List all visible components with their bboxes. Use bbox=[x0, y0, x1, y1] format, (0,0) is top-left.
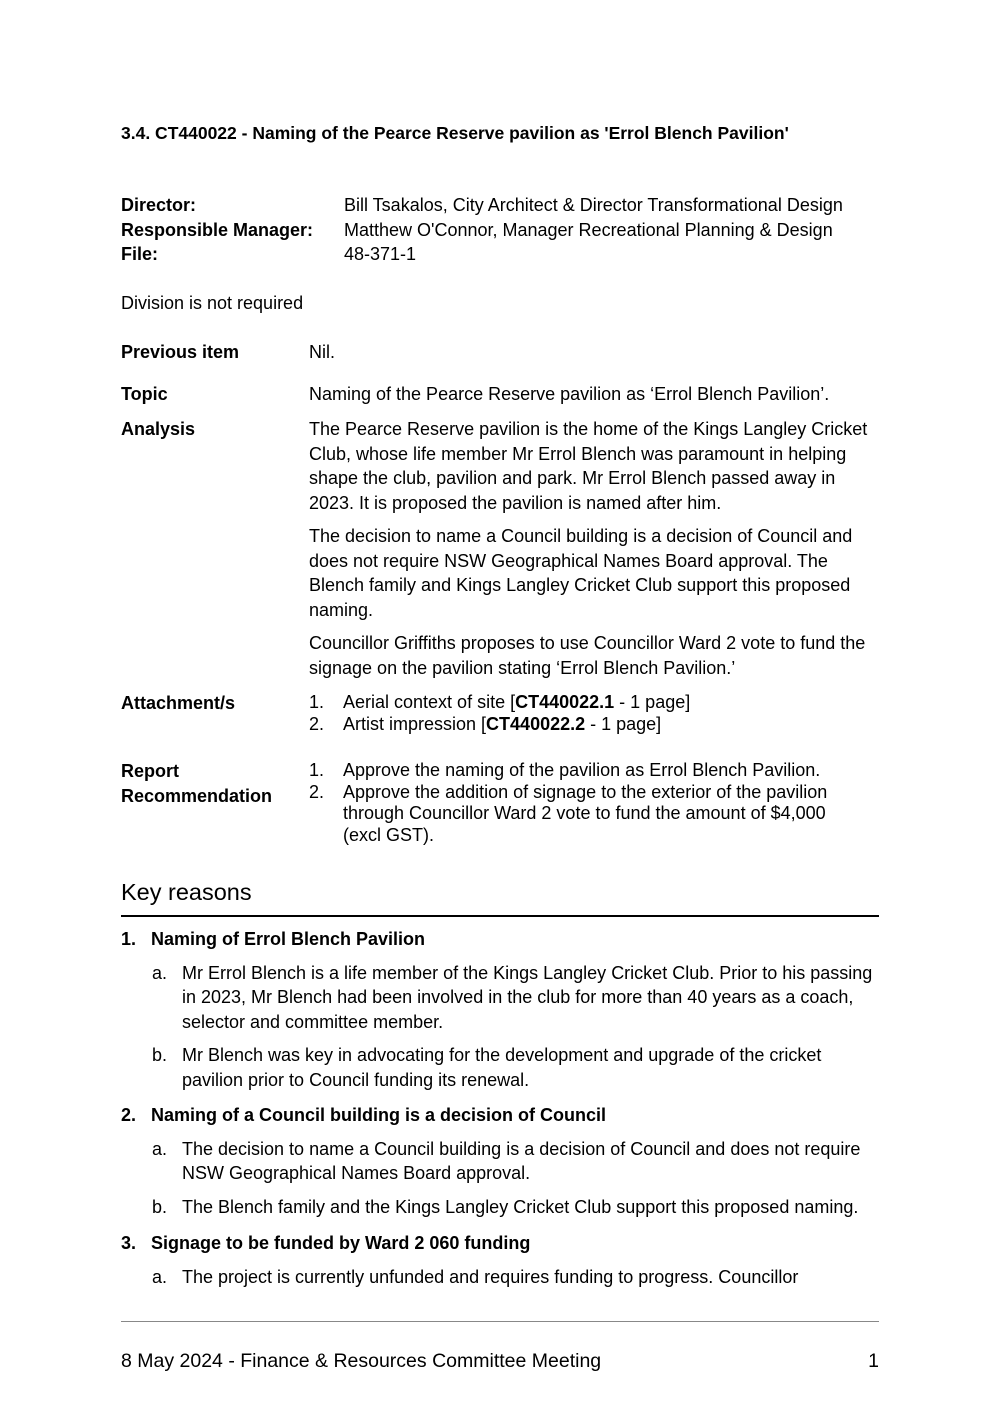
reason-number: 1. bbox=[121, 929, 137, 949]
page-number: 1 bbox=[868, 1350, 879, 1372]
key-reasons-heading: Key reasons bbox=[121, 879, 252, 905]
reason-block bbox=[121, 927, 881, 1101]
reason-number: 2. bbox=[121, 1105, 137, 1125]
report-recommendation-label bbox=[121, 759, 301, 808]
previous-item-label: Previous item bbox=[121, 342, 240, 362]
analysis-paragraph: Councillor Griffiths proposes to use Councillor Ward 2 vote to fund the signage on the pavilion stating ‘Errol Blench Pavilion.’ bbox=[309, 633, 866, 678]
file-label: File: bbox=[121, 244, 159, 264]
manager-value: Matthew O'Connor, Manager Recreational Planning & Design bbox=[344, 220, 833, 240]
reason-heading bbox=[121, 927, 881, 952]
subitem-text: The Blench family and the Kings Langley Cricket Club support this proposed naming. bbox=[182, 1196, 859, 1217]
subitem-text: Mr Blench was key in advocating for the development and upgrade of the cricket pavilion prior to Council funding its renewal. bbox=[182, 1045, 822, 1090]
heading-divider bbox=[121, 915, 879, 917]
division-note: Division is not required bbox=[121, 293, 304, 313]
report-label-line-1: Report bbox=[121, 761, 179, 781]
footer-divider bbox=[121, 1321, 879, 1322]
attachment-code[interactable]: CT440022.1 bbox=[515, 692, 615, 712]
attachment-pages: - 1 page] bbox=[614, 692, 691, 712]
file-value: 48-371-1 bbox=[344, 244, 417, 264]
reason-subitem bbox=[121, 1195, 881, 1220]
attachment-item[interactable] bbox=[309, 692, 879, 714]
attachments-list bbox=[309, 692, 879, 735]
subitem-text: The decision to name a Council building is a decision of Council and does not require NSW Geographical Names Board approval. bbox=[182, 1138, 861, 1183]
subitem-letter: a. bbox=[152, 1138, 168, 1159]
recommendations-list bbox=[309, 760, 854, 846]
reason-block bbox=[121, 1103, 881, 1228]
reason-subitem bbox=[121, 1043, 881, 1092]
attachment-item[interactable] bbox=[309, 714, 879, 736]
analysis-label: Analysis bbox=[121, 419, 196, 439]
subitem-text: Mr Errol Blench is a life member of the Kings Langley Cricket Club. Prior to his passing in 2023, Mr Blench had been involved in the club for more than 40 years as a coach, selector and committee member. bbox=[182, 962, 873, 1032]
previous-item-value: Nil. bbox=[309, 342, 335, 362]
attachment-text: Aerial context of site [ bbox=[343, 692, 516, 712]
attachment-pages: - 1 page] bbox=[585, 713, 662, 734]
analysis-paragraph: The Pearce Reserve pavilion is the home of the Kings Langley Cricket Club, whose life member Mr Errol Blench was paramount in helping shape the club, pavilion and park. Mr Errol Blench passed away in 2023. It is proposed the pavilion is named after him. bbox=[309, 419, 868, 513]
subitem-text: The project is currently unfunded and requires funding to progress. Councillor bbox=[182, 1266, 799, 1287]
subitem-letter: b. bbox=[152, 1196, 168, 1217]
reason-subitem bbox=[121, 961, 881, 1035]
reason-block bbox=[121, 1231, 881, 1298]
footer-meeting: 8 May 2024 - Finance & Resources Committee Meeting bbox=[121, 1350, 602, 1372]
attachment-text: Artist impression [ bbox=[343, 713, 487, 734]
attachment-number: 1. bbox=[309, 692, 325, 712]
topic-value: Naming of the Pearce Reserve pavilion as ‘Errol Blench Pavilion’. bbox=[309, 384, 830, 404]
reason-number: 3. bbox=[121, 1233, 137, 1253]
recommendation-item bbox=[309, 782, 854, 847]
recommendation-number: 2. bbox=[309, 781, 325, 802]
attachments-label: Attachment/s bbox=[121, 693, 236, 713]
reason-heading bbox=[121, 1231, 881, 1256]
item-title: 3.4. CT440022 - Naming of the Pearce Reserve pavilion as 'Errol Blench Pavilion' bbox=[121, 123, 789, 143]
analysis-text bbox=[309, 417, 879, 689]
reason-subitem bbox=[121, 1265, 881, 1290]
subitem-letter: a. bbox=[152, 962, 168, 983]
topic-label: Topic bbox=[121, 384, 168, 404]
reason-title: Naming of Errol Blench Pavilion bbox=[151, 929, 426, 949]
reason-title: Naming of a Council building is a decision of Council bbox=[151, 1105, 607, 1125]
director-value: Bill Tsakalos, City Architect & Director Transformational Design bbox=[344, 195, 843, 215]
recommendation-number: 1. bbox=[309, 760, 325, 780]
reason-heading bbox=[121, 1103, 881, 1128]
reason-subitem bbox=[121, 1137, 881, 1186]
subitem-letter: a. bbox=[152, 1266, 168, 1287]
subitem-letter: b. bbox=[152, 1045, 168, 1065]
attachment-code[interactable]: CT440022.2 bbox=[486, 713, 586, 734]
reason-title: Signage to be funded by Ward 2 060 funding bbox=[151, 1233, 531, 1253]
report-label-line-2: Recommendation bbox=[121, 785, 273, 806]
manager-label: Responsible Manager: bbox=[121, 220, 314, 240]
recommendation-text: Approve the naming of the pavilion as Errol Blench Pavilion. bbox=[343, 760, 821, 780]
recommendation-text: Approve the addition of signage to the exterior of the pavilion through Councillor Ward 2 vote to fund the amount of $4,000 (excl GST). bbox=[343, 781, 828, 845]
director-label: Director: bbox=[121, 195, 197, 215]
attachment-number: 2. bbox=[309, 713, 325, 734]
recommendation-item bbox=[309, 760, 854, 782]
analysis-paragraph: The decision to name a Council building is a decision of Council and does not require NSW Geographical Names Board approval. The Blench family and Kings Langley Cricket Club support this proposed naming. bbox=[309, 526, 853, 620]
